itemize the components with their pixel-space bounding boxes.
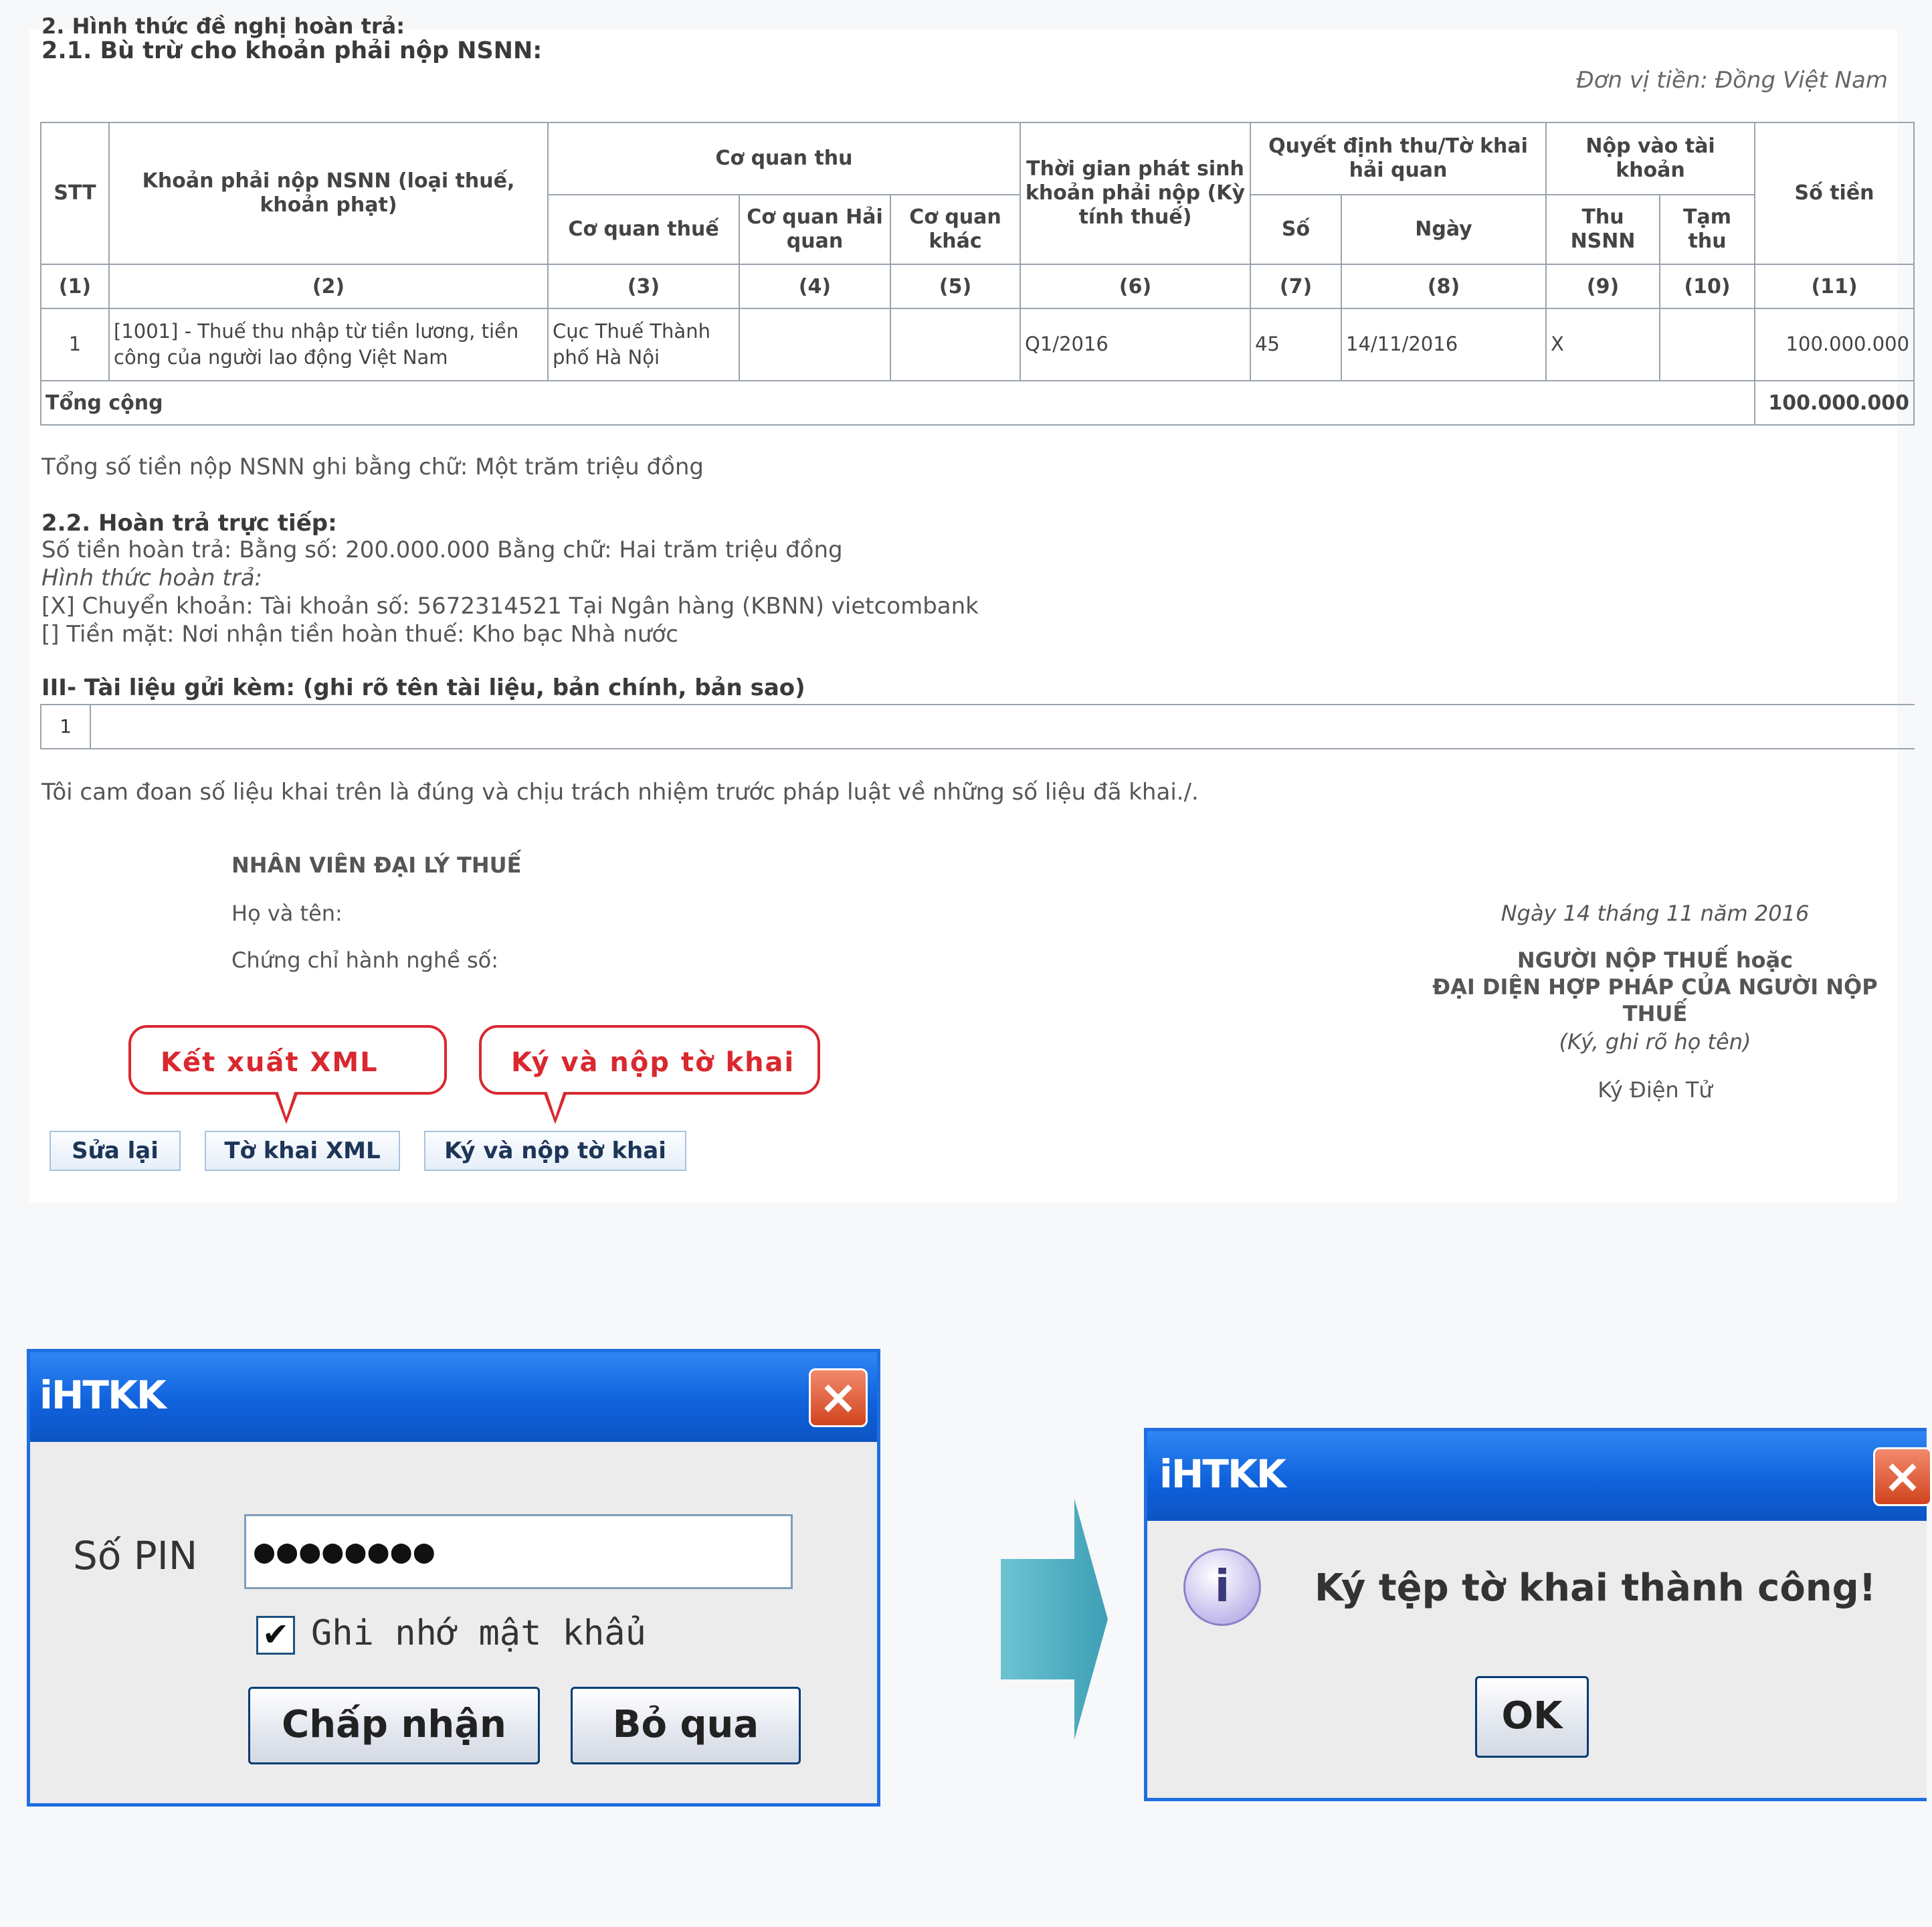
attachment-number: 1 (41, 705, 91, 748)
header-khoan: Khoản phải nộp NSNN (loại thuế, khoản phạt) (109, 122, 548, 264)
sign-note: (Ký, ghi rõ họ tên) (1559, 1029, 1751, 1054)
currency-unit: Đơn vị tiền: Đồng Việt Nam (1576, 67, 1888, 94)
cell-co-quan-thue: Cục Thuế Thành phố Hà Nội (548, 308, 739, 381)
cell-tam-thu (1660, 308, 1755, 381)
info-icon: i (1183, 1548, 1261, 1626)
header-stt: STT (41, 122, 109, 264)
arrow-right-icon (1001, 1499, 1108, 1740)
close-icon[interactable]: × (809, 1368, 868, 1427)
transfer-option: [X] Chuyển khoản: Tài khoản số: 5672314521 Tại Ngân hàng (KBNN) vietcombank (41, 593, 979, 620)
attachment-row (40, 704, 1915, 749)
callout-sign-submit (479, 1025, 820, 1095)
close-icon[interactable]: × (1873, 1447, 1932, 1506)
e-sign-label: Ký Điện Tử (1598, 1077, 1713, 1103)
cell-ngay: 14/11/2016 (1341, 308, 1546, 381)
edit-button[interactable]: Sửa lại (50, 1131, 181, 1171)
refund-method-label: Hình thức hoàn trả: (41, 565, 262, 591)
header-co-quan-thue: Cơ quan thuế (548, 195, 739, 264)
column-number: (8) (1341, 264, 1546, 308)
pin-label: Số PIN (73, 1533, 198, 1578)
column-number: (2) (109, 264, 548, 308)
offset-table (40, 122, 1915, 426)
success-message: Ký tệp tờ khai thành công! (1315, 1566, 1876, 1610)
header-co-quan-khac: Cơ quan khác (890, 195, 1020, 264)
agent-title: NHÂN VIÊN ĐẠI LÝ THUẾ (231, 852, 522, 878)
result-dialog-titlebar (1147, 1431, 1927, 1521)
header-quyet-dinh: Quyết định thu/Tờ khai hải quan (1250, 122, 1546, 195)
pin-input[interactable]: ●●●●●●●● (244, 1514, 793, 1589)
column-number: (6) (1020, 264, 1250, 308)
column-number: (5) (890, 264, 1020, 308)
ok-button[interactable]: OK (1475, 1676, 1589, 1758)
column-number: (11) (1755, 264, 1914, 308)
column-number: (9) (1546, 264, 1660, 308)
total-value: 100.000.000 (1755, 381, 1914, 425)
callout-sign-submit-text: Ký và nộp tờ khai (511, 1047, 795, 1078)
remember-password-label: Ghi nhớ mật khẩu (311, 1613, 646, 1653)
callout-export-xml-text: Kết xuất XML (161, 1047, 379, 1078)
result-dialog (1144, 1428, 1927, 1801)
header-so: Số (1250, 195, 1341, 264)
refund-amount: Số tiền hoàn trả: Bằng số: 200.000.000 Bằng chữ: Hai trăm triệu đồng (41, 537, 843, 563)
column-number: (7) (1250, 264, 1341, 308)
section-2-1-title: 2.1. Bù trừ cho khoản phải nộp NSNN: (41, 37, 543, 64)
pin-dialog-titlebar (30, 1352, 877, 1442)
header-co-quan-thu: Cơ quan thu (548, 122, 1020, 195)
pin-dialog (27, 1349, 880, 1807)
commitment-text: Tôi cam đoan số liệu khai trên là đúng và chịu trách nhiệm trước pháp luật về những số liệu đã khai./. (41, 779, 1199, 806)
pin-dialog-title: iHTKK (39, 1372, 165, 1418)
agent-cert-label: Chứng chỉ hành nghề số: (231, 947, 498, 973)
accept-button[interactable]: Chấp nhận (248, 1687, 540, 1764)
result-dialog-title: iHTKK (1159, 1451, 1285, 1497)
cell-co-quan-hai-quan (739, 308, 890, 381)
column-number: (10) (1660, 264, 1755, 308)
xml-declaration-button[interactable]: Tờ khai XML (205, 1131, 400, 1171)
callout-export-xml (128, 1025, 447, 1095)
cash-option: [] Tiền mặt: Nơi nhận tiền hoàn thuế: Kho bạc Nhà nước (41, 621, 678, 648)
total-in-words: Tổng số tiền nộp NSNN ghi bằng chữ: Một trăm triệu đồng (41, 454, 704, 480)
header-nop-vao-tai-khoan: Nộp vào tài khoản (1546, 122, 1755, 195)
column-number: (4) (739, 264, 890, 308)
total-label: Tổng cộng (41, 381, 1755, 425)
cancel-button[interactable]: Bỏ qua (571, 1687, 801, 1764)
tax-form-document (29, 13, 1910, 1203)
cell-so-tien: 100.000.000 (1755, 308, 1914, 381)
header-so-tien: Số tiền (1755, 122, 1914, 264)
table-row (41, 308, 1914, 381)
cell-co-quan-khac (890, 308, 1020, 381)
header-thoi-gian: Thời gian phát sinh khoản phải nộp (Kỳ tính thuế) (1020, 122, 1250, 264)
taxpayer-title-3: THUẾ (1622, 1001, 1688, 1026)
cell-khoan: [1001] - Thuế thu nhập từ tiền lương, tiền công của người lao động Việt Nam (109, 308, 548, 381)
section-3-title: III- Tài liệu gửi kèm: (ghi rõ tên tài liệu, bản chính, bản sao) (41, 674, 805, 701)
sign-date: Ngày 14 tháng 11 năm 2016 (1501, 901, 1810, 926)
cell-thu-nsnn: X (1546, 308, 1660, 381)
header-thu-nsnn: Thu NSNN (1546, 195, 1660, 264)
cell-ky-tinh-thue: Q1/2016 (1020, 308, 1250, 381)
column-number: (3) (548, 264, 739, 308)
header-tam-thu: Tạm thu (1660, 195, 1755, 264)
section-2-2-title: 2.2. Hoàn trả trực tiếp: (41, 510, 337, 537)
checkbox-checked-icon[interactable]: ✔ (256, 1616, 295, 1655)
cell-so: 45 (1250, 308, 1341, 381)
sign-submit-button[interactable]: Ký và nộp tờ khai (424, 1131, 686, 1171)
cell-stt: 1 (41, 308, 109, 381)
taxpayer-title-2: ĐẠI DIỆN HỢP PHÁP CỦA NGƯỜI NỘP (1432, 974, 1878, 1000)
clipped-section-heading: 2. Hình thức đề nghị hoàn trả: (41, 13, 405, 39)
agent-name-label: Họ và tên: (231, 901, 343, 926)
column-number: (1) (41, 264, 109, 308)
header-ngay: Ngày (1341, 195, 1546, 264)
taxpayer-title-1: NGƯỜI NỘP THUẾ hoặc (1517, 947, 1794, 973)
header-co-quan-hai-quan: Cơ quan Hải quan (739, 195, 890, 264)
